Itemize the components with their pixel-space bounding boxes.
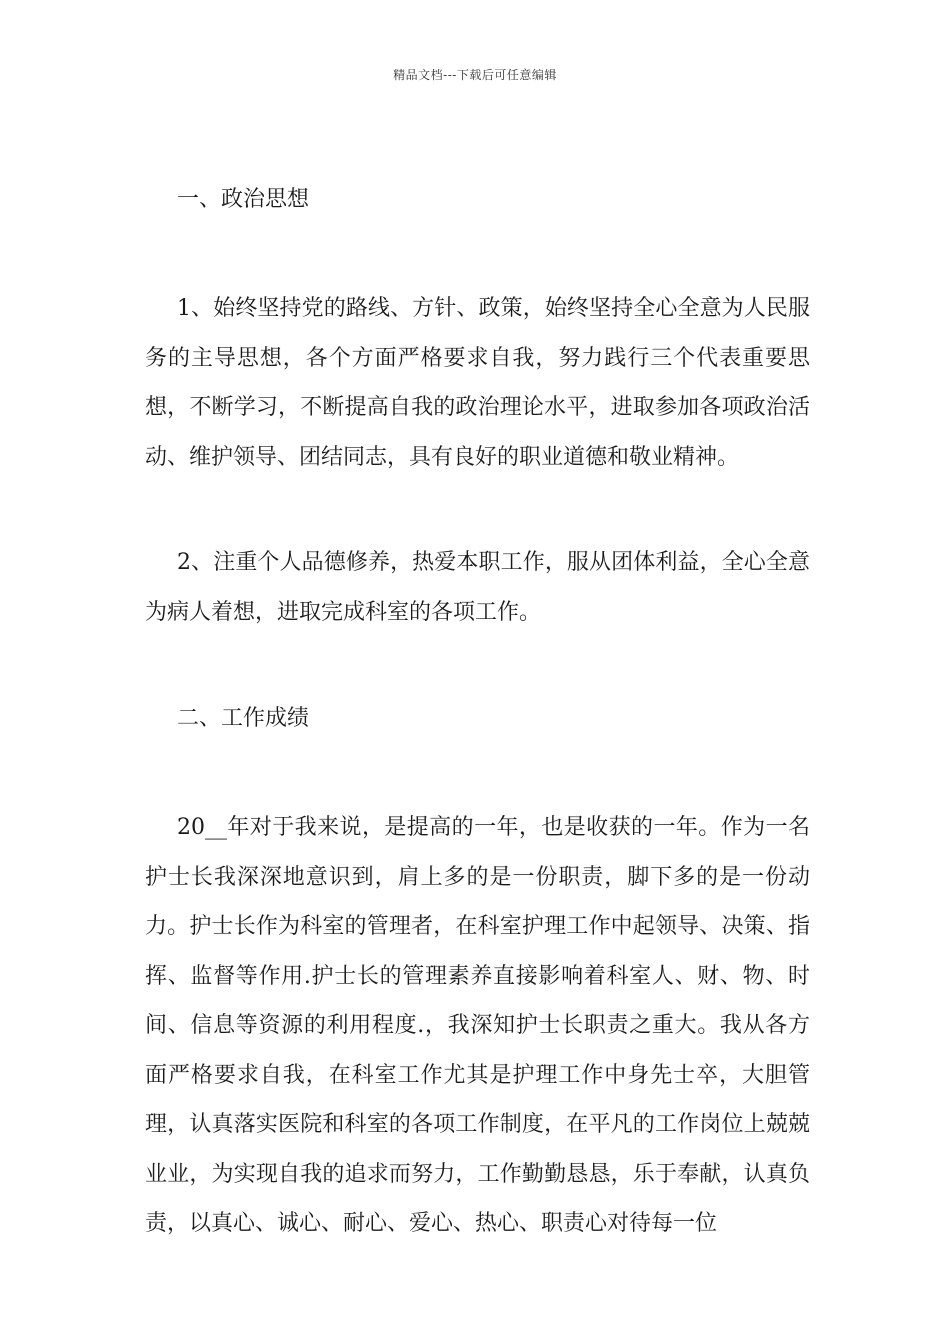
document-body <box>145 178 810 1249</box>
paragraph-achievements: 20__年对于我来说，是提高的一年，也是收获的一年。作为一名护士长我深深地意识到，肩上多的是一份职责，脚下多的是一份动力。护士长作为科室的管理者，在科室护理工作中起领导、决策、指挥、监督等作用.护士长的管理素养直接影响着科室人、财、物、时间、信息等资源的利用程度.，我深知护士长职责之重大。我从各方面严格要求自我，在科室工作尤其是护理工作中身先士卒，大胆管理，认真落实医院和科室的各项工作制度，在平凡的工作岗位上兢兢业业，为实现自我的追求而努力，工作勤勤恳恳，乐于奉献，认真负责，以真心、诚心、耐心、爱心、热心、职责心对待每一位 <box>145 815 810 1236</box>
section-heading-achievements: 二、工作成绩 <box>177 706 310 731</box>
paragraph-political-2: 2、注重个人品德修养，热爱本职工作，服从团体利益，全心全意为病人着想，进取完成科室的各项工作。 <box>145 550 810 625</box>
paragraph-political-1: 1、始终坚持党的路线、方针、政策，始终坚持全心全意为人民服务的主导思想，各个方面严格要求自我，努力践行三个代表重要思想，不断学习，不断提高自我的政治理论水平，进取参加各项政治活动、维护领导、团结同志，具有良好的职业道德和敬业精神。 <box>145 296 810 470</box>
header-note: 精品文档---下载后可任意编辑 <box>393 68 557 82</box>
section-heading-political: 一、政治思想 <box>177 187 310 212</box>
